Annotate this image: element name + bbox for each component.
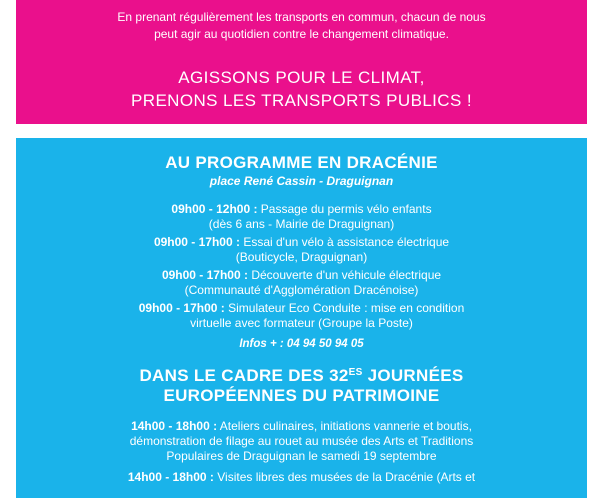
programme-event	[16, 202, 587, 232]
patrimoine-title-sup: ES	[348, 367, 363, 378]
programme-event	[16, 301, 587, 331]
event-text: Simulateur Eco Conduite : mise en condition	[224, 301, 465, 315]
programme-location: place René Cassin - Draguignan	[209, 174, 394, 188]
intro-line: En prenant régulièrement les transports en commun, chacun de nous	[117, 10, 486, 24]
infos-phone: Infos + : 04 94 50 94 05	[239, 338, 364, 350]
event-time: 14h00 - 18h00 :	[127, 470, 214, 484]
cta-line: AGISSONS POUR LE CLIMAT,	[178, 68, 425, 87]
intro-line: peut agir au quotidien contre le changement climatique.	[154, 26, 449, 41]
event-text: Essai d'un vélo à assistance électrique	[239, 235, 450, 249]
event-text: Découverte d'un véhicule électrique	[247, 268, 442, 282]
event-text: Passage du permis vélo enfants	[257, 202, 432, 216]
programme-event	[16, 235, 587, 265]
cta-line: PRENONS LES TRANSPORTS PUBLICS !	[131, 91, 472, 110]
event-detail: virtuelle avec formateur (Groupe la Poste)	[190, 316, 413, 330]
event-time: 14h00 - 18h00 :	[131, 419, 218, 433]
event-detail: (Bouticycle, Draguignan)	[235, 250, 368, 264]
climate-banner	[16, 0, 587, 124]
event-time: 09h00 - 12h00 :	[171, 202, 258, 216]
event-detail: Populaires de Draguignan le samedi 19 septembre	[166, 449, 437, 463]
patrimoine-title-pre: DANS LE CADRE DES 32	[139, 366, 349, 385]
event-time: 09h00 - 17h00 :	[138, 301, 225, 315]
intro-text	[16, 9, 587, 42]
call-to-action	[16, 66, 587, 112]
event-detail: (dès 6 ans - Mairie de Draguignan)	[208, 217, 395, 231]
programme-panel	[16, 138, 587, 498]
patrimoine-title	[16, 366, 587, 406]
event-time: 09h00 - 17h00 :	[161, 268, 248, 282]
programme-event	[16, 268, 587, 298]
event-text: Ateliers culinaires, initiations vannerie et boutis,	[217, 419, 472, 433]
programme-title: AU PROGRAMME EN DRACÉNIE	[165, 153, 438, 172]
patrimoine-title-line: EUROPÉENNES DU PATRIMOINE	[163, 386, 440, 405]
patrimoine-event	[16, 419, 587, 464]
patrimoine-title-post: JOURNÉES	[362, 366, 464, 385]
event-time: 09h00 - 17h00 :	[153, 235, 240, 249]
patrimoine-event	[16, 470, 587, 485]
event-detail: démonstration de filage au rouet au musée des Arts et Traditions	[129, 434, 474, 448]
event-detail: (Communauté d'Agglomération Dracénoise)	[184, 283, 419, 297]
event-text: Visites libres des musées de la Dracénie (Arts et	[213, 470, 476, 484]
